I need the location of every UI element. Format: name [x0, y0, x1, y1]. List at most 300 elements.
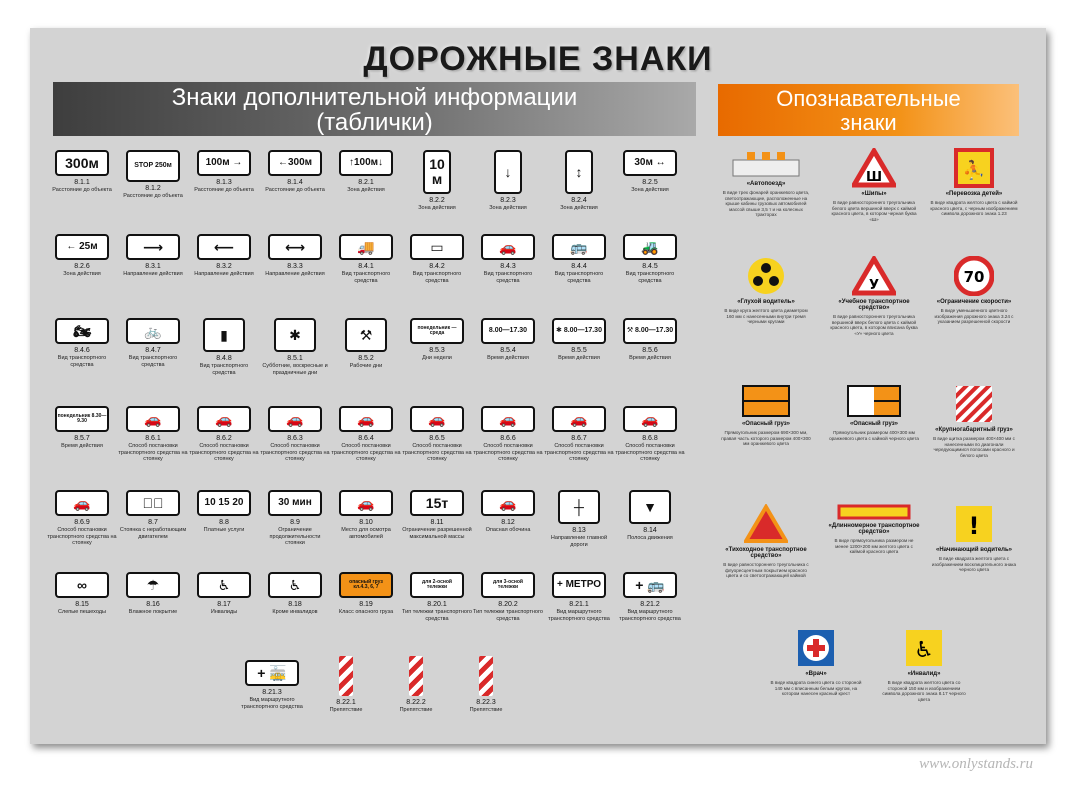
sign-caption: Время действия [487, 355, 529, 361]
deaf-driver-icon [746, 256, 786, 296]
sign-8-2-3 [472, 150, 544, 212]
banner-line-2: знаки [840, 110, 897, 135]
sign-plate: ♿ [197, 572, 251, 598]
sign-caption: Вид транспортного средства [199, 363, 249, 376]
sign-code: 8.5.2 [358, 355, 374, 362]
sign-plate: ▼ [629, 490, 671, 524]
long-vehicle-icon [837, 504, 911, 520]
sign-caption: Инвалиды [210, 609, 238, 615]
sign-caption: Слепые пешеходы [58, 609, 106, 615]
sign-code: 8.2.4 [571, 197, 587, 204]
sign-code: 8.20.2 [498, 601, 518, 608]
sign-code: 8.10 [359, 519, 373, 526]
sign-code: 8.21.3 [262, 689, 282, 696]
id-sign-name: «Учебное транспортное средство» [838, 299, 910, 311]
poster [30, 28, 1046, 744]
sign-caption: Направление действия [265, 271, 325, 277]
learner-driver-icon [852, 256, 896, 296]
sign-code: 8.17 [217, 601, 231, 608]
sign-code: 8.2.3 [500, 197, 516, 204]
id-sign-name: «Автопоезд» [746, 181, 786, 187]
sign-code: 8.2.1 [358, 179, 374, 186]
sign-code: 8.20.1 [427, 601, 447, 608]
sign-caption: Вид транспортного средства [128, 355, 178, 368]
sign-code: 8.16 [146, 601, 160, 608]
sign-8-11 [401, 490, 473, 540]
sign-code: 8.5.1 [287, 355, 303, 362]
sign-caption: Зона действия [418, 205, 456, 211]
sign-8-8 [188, 490, 260, 534]
sign-code: 8.6.3 [287, 435, 303, 442]
sign-plate: 🚗 [55, 490, 109, 516]
id-sign-name: «Опасный груз» [741, 421, 791, 427]
id-sign-description: В виде квадрата синего цвета со стороной 140 мм с вписанным белым кругом, на котором нанесен красный крест [770, 680, 862, 696]
sign-caption: Вид транспортного средства [57, 355, 107, 368]
sign-caption: Способ постановки транспортного средства на стоянку [544, 443, 614, 462]
sign-code: 8.5.3 [429, 347, 445, 354]
sign-code: 8.4.4 [571, 263, 587, 270]
sign-8-10 [330, 490, 402, 540]
sign-8-5-5 [543, 318, 615, 362]
id-sign-description: В виде равностороннего треугольника с флуоресцентным покрытием красного цвета и со светоотражающей каймой [723, 562, 809, 578]
studs-triangle-icon [852, 148, 896, 188]
sign-code: 8.9 [290, 519, 300, 526]
id-sign-image [828, 148, 920, 188]
sign-caption: Направление главной дороги [550, 535, 608, 548]
sign-code: 8.2.5 [642, 179, 658, 186]
sign-caption: Зона действия [489, 205, 527, 211]
sign-8-2-6 [46, 234, 118, 278]
id-sign-item [928, 148, 1020, 217]
sign-code: 8.22.1 [336, 699, 356, 706]
sign-caption: Вид маршрутного транспортного средства [619, 609, 681, 622]
banner-line-1: Знаки дополнительной информации [171, 84, 578, 111]
id-sign-description: Прямоугольник размером 690×300 мм, правая часть которого размером 400×300 мм оранжевого цвета [721, 430, 811, 446]
sign-plate: 🚗⃠ [126, 490, 180, 516]
sign-plate: ┼ [558, 490, 600, 524]
sign-code: 8.18 [288, 601, 302, 608]
id-sign-description: В виде уменьшенного цветного изображения дорожного знака 3.24 с указанием разрешенной скорости [934, 308, 1014, 324]
sign-caption: Вид транспортного средства [483, 271, 533, 284]
sign-code: 8.11 [430, 519, 444, 526]
sign-code: 8.6.4 [358, 435, 374, 442]
sign-caption: Зона действия [560, 205, 598, 211]
sign-caption: Вид маршрутного транспортного средства [548, 609, 610, 622]
sign-8-3-3 [259, 234, 331, 278]
sign-8-4-7 [117, 318, 189, 368]
disabled-driver-icon [904, 628, 944, 668]
sign-caption: Зона действия [347, 187, 385, 193]
sign-plate: ♿ [268, 572, 322, 598]
sign-8-22-3 [450, 656, 522, 714]
sign-8-17 [188, 572, 260, 616]
sign-caption: Расстояние до объекта [52, 187, 112, 193]
sign-caption: Направление действия [194, 271, 254, 277]
sign-8-15 [46, 572, 118, 616]
sign-8-4-8 [188, 318, 260, 376]
id-sign-image [928, 384, 1020, 424]
sign-8-2-2 [401, 150, 473, 212]
sign-caption: Направление действия [123, 271, 183, 277]
sign-code: 8.6.1 [145, 435, 161, 442]
sign-plate: 300м [55, 150, 109, 176]
sign-caption: Способ постановки транспортного средства на стоянку [473, 443, 543, 462]
id-sign-image [878, 628, 970, 668]
sign-plate: 🚗 [623, 406, 677, 432]
sign-caption: Опасная обочина [485, 527, 531, 533]
sign-plate: 🚗 [339, 406, 393, 432]
sign-plate: ⚒ 8.00—17.30 [623, 318, 677, 344]
id-sign-image [928, 256, 1020, 296]
sign-plate: + МЕТРО [552, 572, 606, 598]
svg-text:У: У [868, 278, 880, 293]
sign-plate: 🚌 [552, 234, 606, 260]
sign-8-2-5 [614, 150, 686, 194]
sign-plate: 🚜 [623, 234, 677, 260]
children-transport-icon [954, 148, 994, 188]
sign-8-19 [330, 572, 402, 616]
sign-caption: Способ постановки транспортного средства на стоянку [615, 443, 685, 462]
sign-caption: Зона действия [63, 271, 101, 277]
sign-plate: 🚗 [197, 406, 251, 432]
id-sign-image [720, 384, 812, 418]
oversized-cargo-icon [954, 384, 994, 424]
sign-plate: понедельник — среда [410, 318, 464, 344]
sign-code: 8.4.1 [358, 263, 374, 270]
sign-caption: Влажное покрытие [128, 609, 178, 615]
sign-caption: Класс опасного груза [338, 609, 394, 615]
id-sign-image [828, 256, 920, 296]
id-sign-item [720, 256, 812, 325]
sign-plate: 8.00—17.30 [481, 318, 535, 344]
id-sign-item [828, 256, 920, 336]
sign-8-5-7 [46, 406, 118, 450]
sign-code: 8.19 [359, 601, 373, 608]
sign-code: 8.7 [148, 519, 158, 526]
sign-8-6-4 [330, 406, 402, 463]
id-sign-description: Прямоугольник размером 400×300 мм оранжевого цвета с каймой черного цвета [829, 430, 919, 441]
sign-code: 8.5.7 [74, 435, 90, 442]
id-sign-name: «Опасный груз» [849, 421, 899, 427]
id-sign-item [720, 504, 812, 579]
id-sign-name: «Ограничение скорости» [936, 299, 1012, 305]
sign-8-21-1 [543, 572, 615, 622]
id-sign-image [928, 504, 1020, 544]
id-sign-description: В виде квадрата желтого цвета со стороной 150 мм и изображением символа дорожного знака 8.17 черного цвета [882, 680, 966, 702]
sign-8-5-6 [614, 318, 686, 362]
sign-8-4-5 [614, 234, 686, 284]
sign-8-12 [472, 490, 544, 534]
sign-code: 8.14 [643, 527, 657, 534]
sign-plate: ↓ [494, 150, 522, 194]
sign-caption: Расстояние до объекта [265, 187, 325, 193]
id-sign-description: В виде квадрата желтого цвета с изображением восклицательного знака черного цвета [931, 556, 1017, 572]
sign-caption: Ограничение разрешенной максимальной массы [402, 527, 472, 540]
sign-8-6-8 [614, 406, 686, 463]
sign-caption: Полоса движения [627, 535, 673, 541]
sign-caption: Место для осмотра автомобилей [341, 527, 391, 540]
sign-code: 8.6.6 [500, 435, 516, 442]
id-sign-name: «Перевозка детей» [945, 191, 1003, 197]
id-sign-item [878, 628, 970, 702]
svg-text:♿: ♿ [914, 638, 934, 663]
sign-caption: Способ постановки транспортного средства на стоянку [402, 443, 472, 462]
sign-caption: Вид транспортного средства [625, 271, 675, 284]
novice-driver-icon [954, 504, 994, 544]
sign-code: 8.1.4 [287, 179, 303, 186]
sign-8-1-1 [46, 150, 118, 194]
id-sign-name: «Тихоходное транспортное средство» [725, 547, 807, 559]
sign-plate: 🚗 [481, 234, 535, 260]
id-sign-name: «Начинающий водитель» [935, 547, 1013, 553]
sign-plate: 🚗 [552, 406, 606, 432]
sign-code: 8.15 [75, 601, 89, 608]
sign-code: 8.4.5 [642, 263, 658, 270]
sign-caption: Вид транспортного средства [341, 271, 391, 284]
sign-caption: Зона действия [631, 187, 669, 193]
speed-limit-icon [954, 256, 994, 296]
sign-caption: Тип тележки транспортного средства [402, 609, 472, 622]
sign-8-22-1 [310, 656, 382, 714]
sign-code: 8.3.2 [216, 263, 232, 270]
sign-8-5-4 [472, 318, 544, 362]
id-sign-name: «Инвалид» [907, 671, 941, 677]
dangerous-cargo-white-orange-icon [846, 384, 902, 418]
id-sign-item [828, 384, 920, 441]
sign-caption: Способ постановки транспортного средства на стоянку [47, 527, 117, 546]
sign-plate: + 🚌 [623, 572, 677, 598]
sign-caption: Расстояние до объекта [123, 193, 183, 199]
sign-caption: Кроме инвалидов [272, 609, 318, 615]
sign-8-16 [117, 572, 189, 616]
sign-code: 8.2.6 [74, 263, 90, 270]
sign-code: 8.5.5 [571, 347, 587, 354]
sign-8-20-1 [401, 572, 473, 622]
sign-8-6-7 [543, 406, 615, 463]
sign-code: 8.5.4 [500, 347, 516, 354]
id-sign-item [828, 148, 920, 222]
sign-8-6-9 [46, 490, 118, 547]
sign-8-6-1 [117, 406, 189, 463]
id-sign-description: В виде круга желтого цвета диаметром 160 мм с нанесенными внутри тремя черными кругами [724, 308, 808, 324]
id-sign-item [928, 384, 1020, 458]
sign-code: 8.6.2 [216, 435, 232, 442]
sign-code: 8.6.5 [429, 435, 445, 442]
sign-code: 8.13 [572, 527, 586, 534]
id-sign-name: «Крупногабаритный груз» [935, 427, 1013, 433]
sign-plate: 15т [410, 490, 464, 516]
sign-caption: Вид транспортного средства [412, 271, 462, 284]
sign-8-1-4 [259, 150, 331, 194]
sign-plate: 🚗 [268, 406, 322, 432]
sign-caption: Тип тележки транспортного средства [473, 609, 543, 622]
sign-8-6-2 [188, 406, 260, 463]
page-title: ДОРОЖНЫЕ ЗНАКИ [363, 40, 713, 78]
sign-plate: для 3-осной тележки [481, 572, 535, 598]
sign-8-4-6 [46, 318, 118, 368]
sign-plate: ▭ [410, 234, 464, 260]
sign-caption: Платные услуги [203, 527, 245, 533]
sign-plate: для 2-осной тележки [410, 572, 464, 598]
sign-code: 8.6.7 [571, 435, 587, 442]
sign-code: 8.22.3 [476, 699, 496, 706]
sign-code: 8.12 [501, 519, 515, 526]
id-sign-image [828, 384, 920, 418]
id-sign-item [770, 628, 862, 697]
sign-8-5-1 [259, 318, 331, 376]
slow-vehicle-icon [744, 504, 788, 544]
sign-plate: опасный груз кл.4.3, 6, 7 [339, 572, 393, 598]
sign-code: 8.1.2 [145, 185, 161, 192]
svg-text:!: ! [968, 512, 980, 540]
sign-plate: 30 мин [268, 490, 322, 516]
sign-8-9 [259, 490, 331, 547]
sign-plate: ✱ 8.00—17.30 [552, 318, 606, 344]
svg-text:⛹: ⛹ [962, 160, 986, 181]
id-sign-image [828, 504, 920, 520]
sign-code: 8.6.9 [74, 519, 90, 526]
sign-8-7 [117, 490, 189, 540]
sign-8-22-2 [380, 656, 452, 714]
id-sign-item [720, 384, 812, 447]
sign-plate: + 🚋 [245, 660, 299, 686]
road-train-lights-icon [729, 148, 803, 178]
sign-plate: STOP 250м [126, 150, 180, 182]
sign-plate: 🚗 [126, 406, 180, 432]
sign-8-20-2 [472, 572, 544, 622]
sign-8-4-3 [472, 234, 544, 284]
sign-plate: ⚒ [345, 318, 387, 352]
sign-plate: ←300м [268, 150, 322, 176]
id-sign-description: В виде квадрата желтого цвета с каймой красного цвета, с черным изображением символа дорожного знака 1.23 [930, 200, 1018, 216]
sign-8-3-2 [188, 234, 260, 278]
sign-caption: Рабочие дни [349, 363, 383, 369]
sign-plate: ← 25м [55, 234, 109, 260]
sign-code: 8.4.8 [216, 355, 232, 362]
banner-additional-info [53, 82, 696, 136]
sign-8-14 [614, 490, 686, 542]
sign-plate: ⟵ [197, 234, 251, 260]
sign-plate: ⟶ [126, 234, 180, 260]
sign-plate: 🚗 [339, 490, 393, 516]
sign-plate: ∞ [55, 572, 109, 598]
doctor-icon [796, 628, 836, 668]
sign-8-1-2 [117, 150, 189, 200]
banner-line-1: Опознавательные [776, 86, 961, 111]
sign-8-6-3 [259, 406, 331, 463]
sign-plate [409, 656, 423, 696]
site-url: www.onlystands.ru [919, 756, 1033, 772]
id-sign-item [828, 504, 920, 555]
id-sign-name: «Врач» [805, 671, 827, 677]
sign-8-13 [543, 490, 615, 548]
id-sign-item [928, 256, 1020, 325]
sign-code: 8.21.1 [569, 601, 589, 608]
sign-plate [339, 656, 353, 696]
banner-identification [718, 84, 1019, 136]
sign-plate: понедельник 8.30—9.30 [55, 406, 109, 432]
sign-plate: ⟷ [268, 234, 322, 260]
svg-text:Ш: Ш [865, 170, 883, 185]
id-sign-image [720, 256, 812, 296]
id-sign-image [928, 148, 1020, 188]
dangerous-cargo-orange-icon [741, 384, 791, 418]
sign-8-2-1 [330, 150, 402, 194]
sign-caption: Способ постановки транспортного средства на стоянку [118, 443, 188, 462]
sign-8-1-3 [188, 150, 260, 194]
sign-plate [479, 656, 493, 696]
sign-caption: Ограничение продолжительности стоянки [269, 527, 321, 546]
sign-8-5-3 [401, 318, 473, 362]
svg-text:70: 70 [963, 268, 985, 286]
id-sign-image [720, 504, 812, 544]
sign-8-4-2 [401, 234, 473, 284]
id-sign-item [928, 504, 1020, 573]
id-sign-name: «Шипы» [861, 191, 887, 197]
sign-8-3-1 [117, 234, 189, 278]
id-sign-name: «Длинномерное транспортное средство» [828, 523, 920, 535]
sign-8-21-2 [614, 572, 686, 622]
sign-caption: Способ постановки транспортного средства на стоянку [260, 443, 330, 462]
sign-caption: Способ постановки транспортного средства на стоянку [331, 443, 401, 462]
sign-code: 8.22.2 [406, 699, 426, 706]
sign-plate: 10 15 20 [197, 490, 251, 516]
sign-code: 8.1.3 [216, 179, 232, 186]
sign-caption: Субботние, воскресные и праздничные дни [262, 363, 328, 376]
sign-plate: 30м ↔ [623, 150, 677, 176]
id-sign-description: В виде равностороннего треугольника вершиной вверх белого цвета с каймой красного цвета, в котором вписана буква «У» черного цвета [830, 314, 918, 336]
sign-plate: ✱ [274, 318, 316, 352]
sign-caption: Стоянка с неработающим двигателем [119, 527, 187, 540]
id-sign-item [720, 148, 812, 218]
sign-8-18 [259, 572, 331, 616]
sign-code: 8.4.6 [74, 347, 90, 354]
sign-caption: Дни недели [422, 355, 452, 361]
sign-caption: Время действия [61, 443, 103, 449]
sign-code: 8.4.7 [145, 347, 161, 354]
sign-code: 8.4.2 [429, 263, 445, 270]
banner-line-2: (таблички) [316, 109, 433, 136]
sign-caption: Время действия [558, 355, 600, 361]
sign-code: 8.8 [219, 519, 229, 526]
sign-code: 8.3.1 [145, 263, 161, 270]
sign-8-4-4 [543, 234, 615, 284]
sign-code: 8.6.8 [642, 435, 658, 442]
sign-plate: 🏍 [55, 318, 109, 344]
sign-plate: 🚗 [481, 490, 535, 516]
sign-plate: ↕ [565, 150, 593, 194]
sign-code: 8.2.2 [429, 197, 445, 204]
sign-code: 8.4.3 [500, 263, 516, 270]
sign-8-6-6 [472, 406, 544, 463]
sign-plate: 100м → [197, 150, 251, 176]
sign-plate: ↑100м↓ [339, 150, 393, 176]
id-sign-image [720, 148, 812, 178]
sign-plate: 🚲 [126, 318, 180, 344]
id-sign-name: «Глухой водитель» [737, 299, 795, 305]
sign-plate: 🚗 [410, 406, 464, 432]
id-sign-description: В виде щитка размером 400×400 мм с нанесенными по диагонали чередующимися полосами красного и белого цвета [933, 436, 1015, 458]
id-sign-description: В виде прямоугольника размером не менее 1200×200 мм желтого цвета с каймой красного цвета [834, 538, 914, 554]
sign-caption: Препятствие [469, 707, 503, 713]
sign-8-2-4 [543, 150, 615, 212]
sign-plate: ▮ [203, 318, 245, 352]
sign-plate: ☂ [126, 572, 180, 598]
sign-caption: Расстояние до объекта [194, 187, 254, 193]
sign-code: 8.3.3 [287, 263, 303, 270]
id-sign-description: В виде трех фонарей оранжевого цвета, светоотражающие, расположенные на крыше кабины грузовых автомобилей массой свыше 3,5 т и на колесных тракторах [722, 190, 810, 217]
sign-code: 8.21.2 [640, 601, 660, 608]
